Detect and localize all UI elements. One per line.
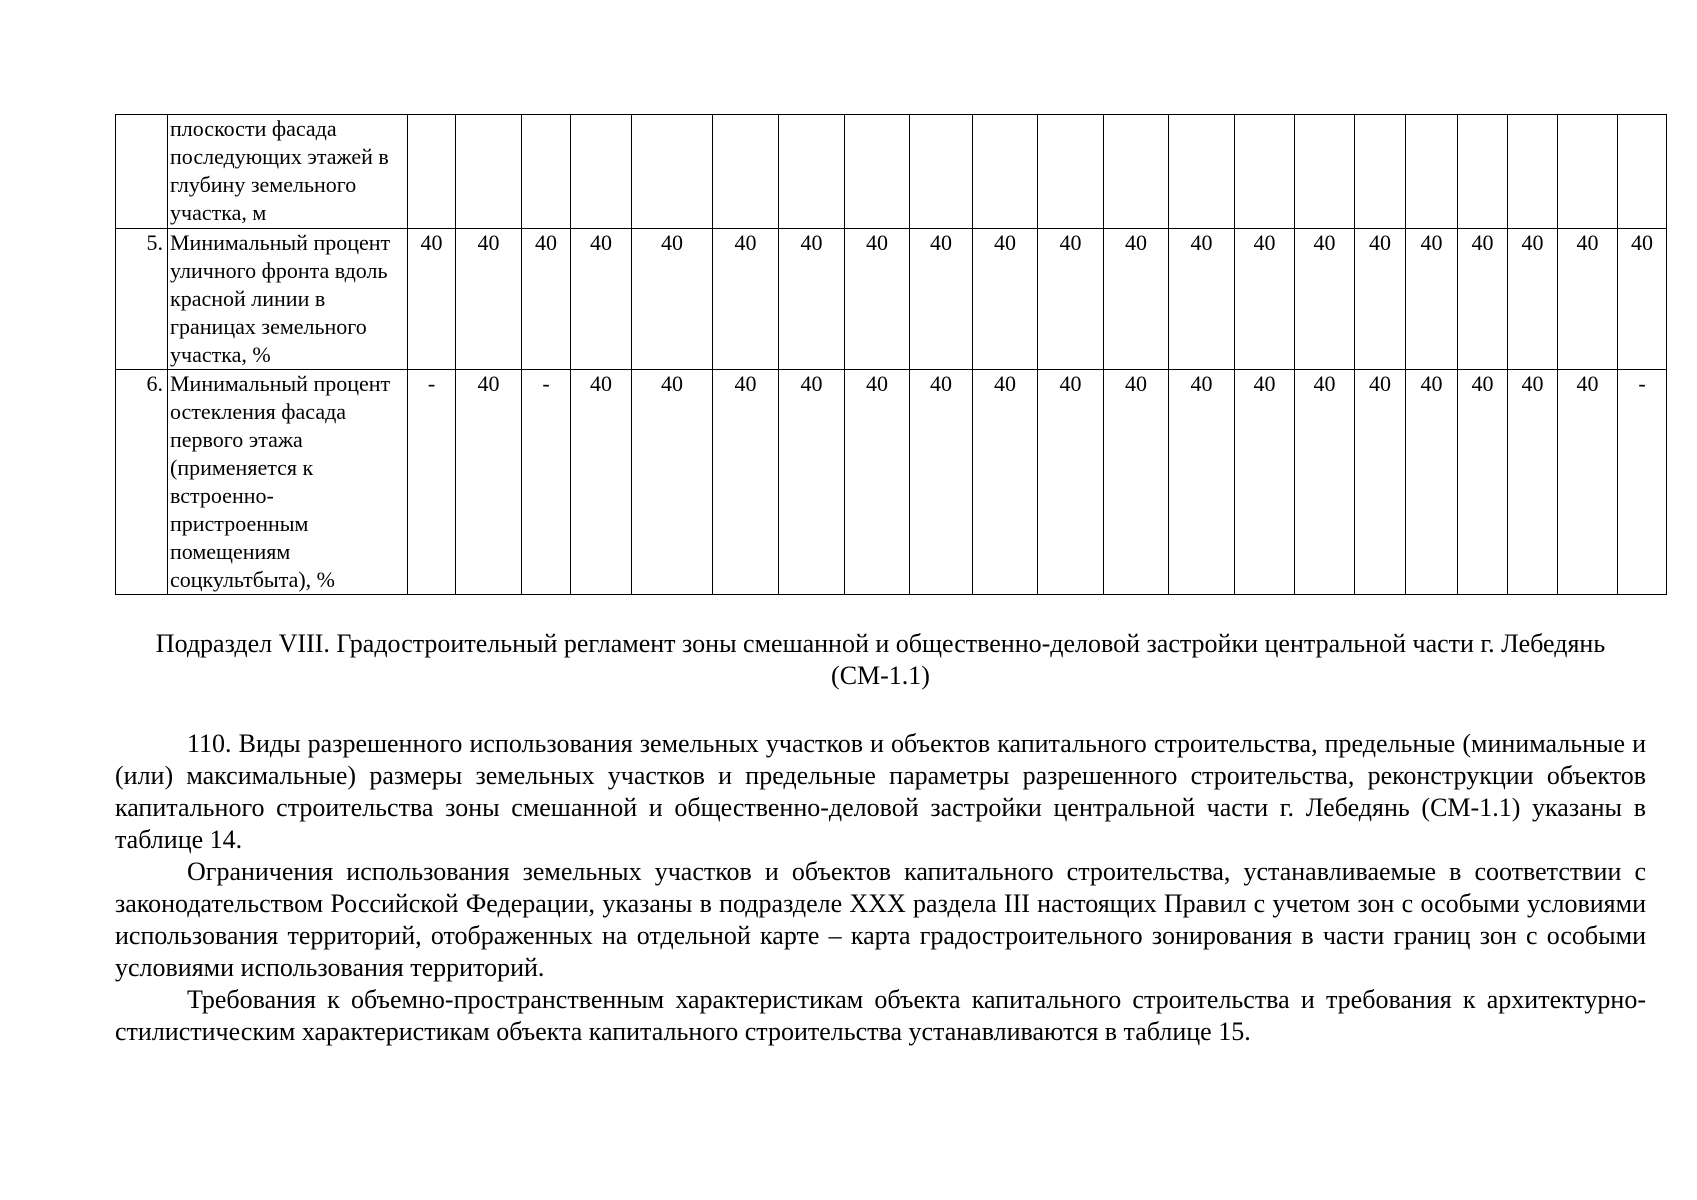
row-description-cell: Минимальный процент уличного фронта вдоль красной линии в границах земельного участка, % [168,229,408,370]
value-cell: 40 [1558,370,1618,595]
value-cell: 40 [1038,229,1104,370]
table-row [116,229,1667,370]
value-cell: 40 [632,229,713,370]
body-text [115,728,1646,1048]
value-cell: 40 [713,229,779,370]
value-cell: 40 [1295,229,1355,370]
value-cell: 40 [1458,370,1508,595]
table-row [116,370,1667,595]
subsection-title: Подраздел VIII. Градостроительный регламент зоны смешанной и общественно-деловой застройки центральной части г. Лебедянь (СМ-1.1) [155,629,1606,690]
value-cell [1169,115,1235,229]
value-cell: 40 [1169,370,1235,595]
paragraph-110: 110. Виды разрешенного использования земельных участков и объектов капитального строительства, предельные (минимальные и (или) максимальные) размеры земельных участков и предельные параметры разрешенного строительства, реконструкции объектов капитального строительства зоны смешанной и общественно-деловой застройки центральной части г. Лебедянь (СМ-1.1) указаны в таблице 14. [115,729,1646,854]
value-cell [522,115,571,229]
value-cell [713,115,779,229]
value-cell: 40 [1508,370,1558,595]
value-cell: 40 [1458,229,1508,370]
value-cell: - [522,370,571,595]
value-cell [1235,115,1295,229]
value-cell: 40 [1406,370,1458,595]
value-cell: 40 [1558,229,1618,370]
value-cell: 40 [1104,229,1169,370]
row-description-cell: плоскости фасада последующих этажей в глубину земельного участка, м [168,115,408,229]
paragraph-requirements: Требования к объемно-пространственным характеристикам объекта капитального строительства и требования к архитектурно-стилистическим характеристикам объекта капитального строительства устанавливаются в таблице 15. [115,985,1646,1046]
value-cell: 40 [910,229,973,370]
row-description-cell: Минимальный процент остекления фасада первого этажа (применяется к встроенно-пристроенным помещениям соцкультбыта), % [168,370,408,595]
value-cell: - [408,370,456,595]
row-number-cell: 6. [116,370,168,595]
value-cell [456,115,522,229]
value-cell: 40 [973,370,1038,595]
value-cell [779,115,845,229]
value-cell: 40 [456,229,522,370]
row-number-cell [116,115,168,229]
value-cell: 40 [973,229,1038,370]
value-cell [845,115,910,229]
value-cell: 40 [1104,370,1169,595]
value-cell: 40 [1295,370,1355,595]
value-cell [571,115,632,229]
value-cell: 40 [910,370,973,595]
value-cell: 40 [1235,370,1295,595]
value-cell [408,115,456,229]
value-cell: 40 [571,370,632,595]
value-cell: 40 [1406,229,1458,370]
table-row [116,115,1667,229]
value-cell: 40 [845,370,910,595]
value-cell [1458,115,1508,229]
value-cell [1618,115,1667,229]
value-cell [1558,115,1618,229]
row-number-cell: 5. [116,229,168,370]
value-cell: 40 [779,229,845,370]
value-cell [1295,115,1355,229]
value-cell: 40 [408,229,456,370]
value-cell: 40 [1508,229,1558,370]
value-cell: 40 [713,370,779,595]
value-cell [1038,115,1104,229]
value-cell: 40 [456,370,522,595]
value-cell: 40 [1169,229,1235,370]
value-cell [632,115,713,229]
value-cell [910,115,973,229]
value-cell: 40 [632,370,713,595]
value-cell [973,115,1038,229]
value-cell [1355,115,1406,229]
paragraph-restrictions: Ограничения использования земельных участков и объектов капитального строительства, устанавливаемые в соответствии с законодательством Российской Федерации, указаны в подразделе XXX раздела III настоящих Правил с учетом зон с особыми условиями использования территорий, отображенных на отдельной карте – карта градостроительного зонирования в части границ зон с особыми условиями использования территорий. [115,857,1646,982]
value-cell: 40 [845,229,910,370]
value-cell: - [1618,370,1667,595]
value-cell: 40 [1235,229,1295,370]
value-cell [1104,115,1169,229]
value-cell [1406,115,1458,229]
value-cell: 40 [571,229,632,370]
value-cell: 40 [522,229,571,370]
regulation-table [115,114,1667,595]
value-cell: 40 [1355,370,1406,595]
value-cell: 40 [1038,370,1104,595]
value-cell: 40 [1618,229,1667,370]
value-cell [1508,115,1558,229]
value-cell: 40 [779,370,845,595]
value-cell: 40 [1355,229,1406,370]
